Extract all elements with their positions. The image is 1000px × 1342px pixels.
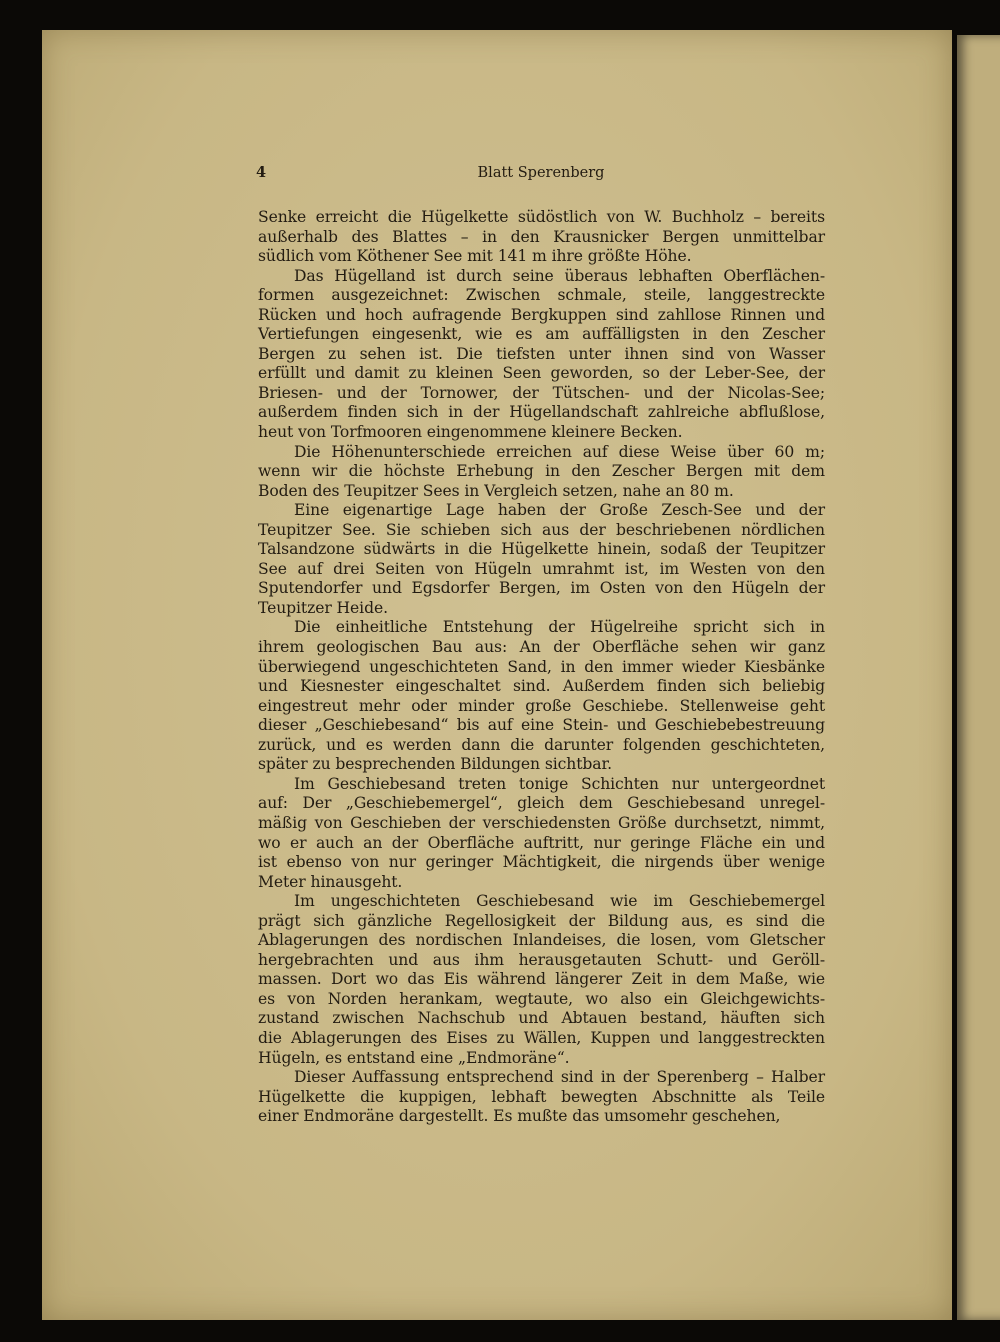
text-line: außerhalb des Blattes – in den Krausnicker Bergen unmittelbar <box>258 227 825 246</box>
page-header <box>256 164 826 186</box>
paragraph <box>258 618 825 774</box>
text-line: hergebrachten und aus ihm herausgetauten Schutt- und Geröll- <box>258 950 825 969</box>
text-line: südlich vom Köthener See mit 141 m ihre größte Höhe. <box>258 247 692 266</box>
text-line: einer Endmoräne dargestellt. Es mußte das umsomehr geschehen, <box>258 1107 781 1126</box>
text-line: Eine eigenartige Lage haben der Große Zesch-See und der <box>294 501 825 520</box>
text-line: Die einheitliche Entstehung der Hügelreihe spricht sich in <box>294 618 825 637</box>
paragraph <box>258 267 825 443</box>
text-line: ihrem geologischen Bau aus: An der Oberfläche sehen wir ganz <box>258 638 825 657</box>
text-line: auf: Der „Geschiebemergel“, gleich dem Geschiebesand unregel- <box>258 794 825 813</box>
text-line: Rücken und hoch aufragende Bergkuppen sind zahllose Rinnen und <box>258 305 825 324</box>
text-line: Ablagerungen des nordischen Inlandeises, die losen, vom Gletscher <box>258 931 825 950</box>
text-line: erfüllt und damit zu kleinen Seen geworden, so der Leber-See, der <box>258 364 825 383</box>
text-line: Hügelkette die kuppigen, lebhaft bewegten Abschnitte als Teile <box>258 1087 825 1106</box>
paragraph <box>258 443 825 502</box>
paragraph <box>258 775 825 892</box>
text-line: später zu besprechenden Bildungen sichtbar. <box>258 755 612 774</box>
text-line: massen. Dort wo das Eis während längerer Zeit in dem Maße, wie <box>258 970 825 989</box>
text-line: zurück, und es werden dann die darunter folgenden geschichteten, <box>258 735 825 754</box>
adjacent-page-edge <box>957 35 1000 1320</box>
text-line: Im Geschiebesand treten tonige Schichten nur untergeordnet <box>294 774 825 793</box>
text-line: heut von Torfmooren eingenommene kleinere Becken. <box>258 423 683 442</box>
text-line: Teupitzer Heide. <box>258 598 388 617</box>
text-line: Senke erreicht die Hügelkette südöstlich von W. Buchholz – bereits <box>258 208 825 226</box>
text-line: Talsandzone südwärts in die Hügelkette hinein, sodaß der Teupitzer <box>258 540 825 559</box>
text-line: es von Norden herankam, wegtaute, wo also ein Gleichgewichts- <box>258 989 825 1008</box>
running-title: Blatt Sperenberg <box>477 165 605 181</box>
text-line: Boden des Teupitzer Sees in Vergleich setzen, nahe an 80 m. <box>258 481 734 500</box>
paragraph <box>258 208 825 267</box>
text-line: Vertiefungen eingesenkt, wie es am auffälligsten in den Zescher <box>258 325 825 344</box>
text-line: Briesen- und der Tornower, der Tütschen- und der Nicolas-See; <box>258 383 825 402</box>
text-line: zustand zwischen Nachschub und Abtauen bestand, häuften sich <box>258 1009 825 1028</box>
text-line: außerdem finden sich in der Hügellandschaft zahlreiche abflußlose, <box>258 403 825 422</box>
text-line: Bergen zu sehen ist. Die tiefsten unter ihnen sind von Wasser <box>258 344 825 363</box>
text-line: prägt sich gänzliche Regellosigkeit der Bildung aus, es sind die <box>258 911 825 930</box>
text-line: und Kiesnester eingeschaltet sind. Außerdem finden sich beliebig <box>258 677 825 696</box>
text-line: ist ebenso von nur geringer Mächtigkeit, die nirgends über wenige <box>258 853 825 872</box>
text-line: Die Höhenunterschiede erreichen auf diese Weise über 60 m; <box>294 442 825 461</box>
body-text <box>258 208 825 1127</box>
text-line: See auf drei Seiten von Hügeln umrahmt ist, im Westen von den <box>258 559 825 578</box>
text-line: mäßig von Geschieben der verschiedensten Größe durchsetzt, nimmt, <box>258 813 825 832</box>
text-line: wenn wir die höchste Erhebung in den Zescher Bergen mit dem <box>258 462 825 481</box>
paragraph <box>258 892 825 1068</box>
text-line: Sputendorfer und Egsdorfer Bergen, im Osten von den Hügeln der <box>258 579 825 598</box>
text-line: wo er auch an der Oberfläche auftritt, nur geringe Fläche ein und <box>258 833 825 852</box>
text-line: dieser „Geschiebesand“ bis auf eine Stein- und Geschiebebestreuung <box>258 716 825 735</box>
text-line: eingestreut mehr oder minder große Geschiebe. Stellenweise geht <box>258 696 825 715</box>
text-line: Hügeln, es entstand eine „Endmoräne“. <box>258 1048 570 1067</box>
text-line: überwiegend ungeschichteten Sand, in den immer wieder Kiesbänke <box>258 657 825 676</box>
text-line: Dieser Auffassung entsprechend sind in der Sperenberg – Halber <box>294 1068 825 1087</box>
page-number: 4 <box>256 164 267 181</box>
text-line: Das Hügelland ist durch seine überaus lebhaften Oberflächen- <box>294 266 825 285</box>
paragraph <box>258 501 825 618</box>
text-line: die Ablagerungen des Eises zu Wällen, Kuppen und langgestreckten <box>258 1028 825 1047</box>
paragraph <box>258 1068 825 1127</box>
text-line: Meter hinausgeht. <box>258 872 403 891</box>
text-line: Im ungeschichteten Geschiebesand wie im Geschiebemergel <box>294 892 825 911</box>
text-line: formen ausgezeichnet: Zwischen schmale, steile, langgestreckte <box>258 286 825 305</box>
text-line: Teupitzer See. Sie schieben sich aus der beschriebenen nördlichen <box>258 520 825 539</box>
